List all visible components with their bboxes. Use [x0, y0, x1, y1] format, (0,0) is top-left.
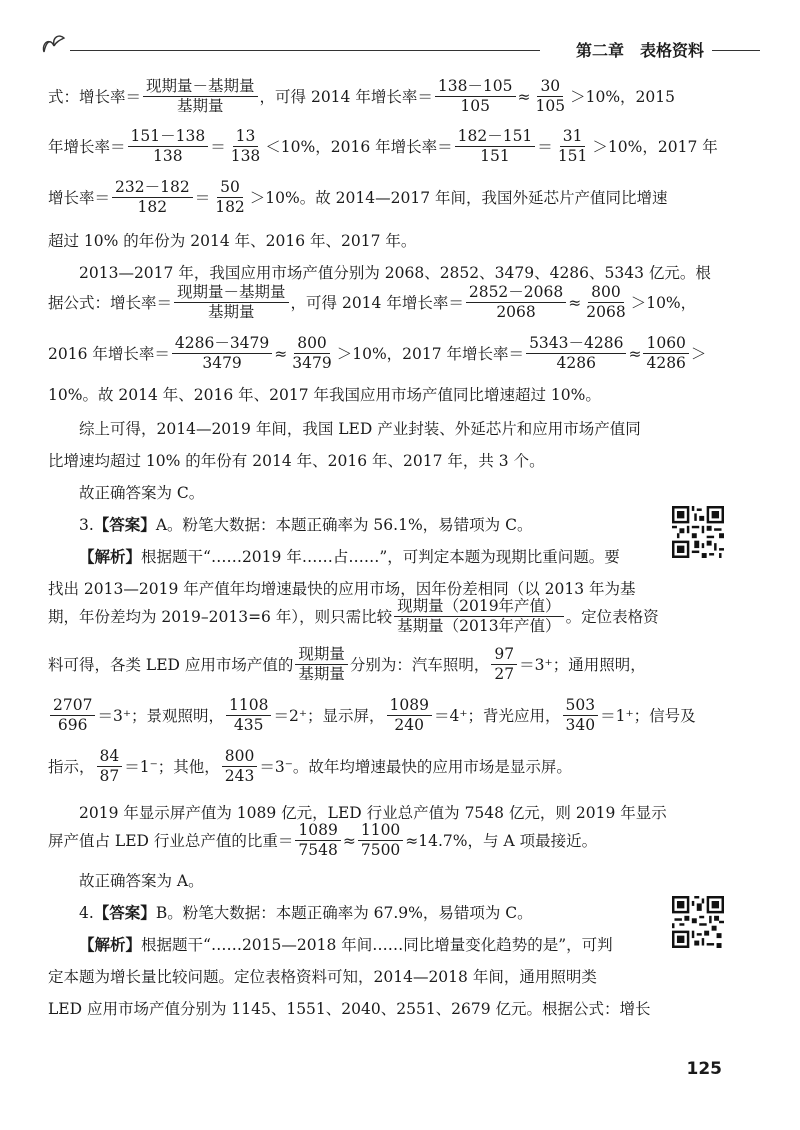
- text-run: 指示，: [48, 757, 95, 776]
- fraction: [526, 335, 626, 372]
- fraction: [228, 128, 264, 165]
- text-run: 2019 年显示屏产值为 1089 亿元，LED 行业总产值为 7548 亿元，则 2019 年显示: [79, 804, 667, 822]
- text-run: 800: [222, 748, 258, 767]
- text-run: ，可得 2014 年增长率＝: [290, 293, 464, 312]
- line-8: [48, 384, 601, 406]
- text-run: ＝2⁺；显示屏，: [273, 706, 385, 725]
- text-run: 138－105: [435, 78, 516, 97]
- fraction: [295, 646, 348, 683]
- header-rule: [70, 50, 540, 51]
- text-run: ＝3⁺；景观照明，: [97, 706, 224, 725]
- line-6: [48, 284, 696, 321]
- text-run: 2068: [586, 303, 626, 321]
- text-run: 定本题为增长量比较问题。定位表格资料可知，2014—2018 年间，通用照明类: [48, 968, 597, 986]
- text-run: 105: [460, 97, 490, 115]
- text-run: 屏产值占 LED 行业总产值的比重＝: [48, 831, 294, 850]
- text-run: A。粉笔大数据：本题正确率为 56.1%，易错项为 C。: [155, 516, 533, 534]
- text-run: 800: [294, 335, 330, 354]
- fraction: [112, 179, 193, 216]
- fraction: [455, 128, 536, 165]
- text-run: 故正确答案为 C。: [79, 484, 205, 502]
- text-run: ≈: [628, 344, 642, 363]
- text-run: 151－138: [128, 128, 209, 147]
- text-run: ＝: [194, 188, 211, 207]
- text-run: 84: [97, 748, 123, 767]
- text-run: 据公式：增长率＝: [48, 293, 173, 312]
- page-number: 125: [686, 1059, 722, 1079]
- line-9: [48, 418, 641, 440]
- fraction: [222, 748, 258, 785]
- fraction: [358, 822, 403, 859]
- text-run: 7548: [298, 841, 338, 859]
- fraction: [491, 646, 517, 683]
- text-run: 基期量: [177, 97, 224, 115]
- text-run: 10%。故 2014 年、2016 年、2017 年我国应用市场产值同比增速超过 10%。: [48, 386, 601, 404]
- text-run: ＝1⁺；信号及: [600, 706, 696, 725]
- text-run: 182－151: [455, 128, 536, 147]
- line-25: [48, 998, 651, 1020]
- running-header: [40, 30, 760, 60]
- text-run: ，可得 2014 年增长率＝: [259, 87, 433, 106]
- text-run: 2013—2017 年，我国应用市场产值分别为 2068、2852、3479、4286、5343 亿元。根: [79, 264, 711, 282]
- line-7: [48, 335, 706, 372]
- text-run: 基期量: [208, 303, 255, 321]
- text-run: 97: [491, 646, 517, 665]
- text-run: 期，年份差均为 2019–2013=6 年），则只需比较: [48, 607, 393, 626]
- text-run: 1100: [358, 822, 403, 841]
- text-run: 1060: [643, 335, 688, 354]
- text-run: 根据题干“……2019 年……占……”，可判定本题为现期比重问题。要: [141, 548, 620, 566]
- text-run: 【答案】: [93, 903, 156, 922]
- text-run: 2852－2068: [466, 284, 566, 303]
- text-run: 3.: [79, 516, 94, 534]
- text-run: 1089: [387, 697, 432, 716]
- text-run: 5343－4286: [526, 335, 626, 354]
- text-run: 4286－3479: [172, 335, 272, 354]
- fraction: [289, 335, 334, 372]
- text-run: 232－182: [112, 179, 193, 198]
- text-run: 1108: [226, 697, 271, 716]
- text-run: 435: [233, 716, 264, 734]
- text-run: 现期量: [295, 646, 348, 665]
- fraction: [466, 284, 566, 321]
- text-run: ＝1⁻；其他，: [124, 757, 220, 776]
- text-run: 2707: [50, 697, 95, 716]
- text-run: 151: [557, 147, 588, 165]
- text-run: 3479: [202, 354, 242, 372]
- text-run: 50: [217, 179, 243, 198]
- text-run: ＞10%，2017 年: [592, 137, 718, 156]
- fraction: [555, 128, 591, 165]
- answer-4: [48, 902, 533, 924]
- fraction: [226, 697, 271, 734]
- fraction: [128, 128, 209, 165]
- text-run: 基期量: [298, 665, 345, 683]
- text-run: ＝: [210, 137, 226, 156]
- text-run: ≈: [517, 87, 531, 106]
- text-run: 【解析】: [79, 547, 142, 566]
- qr-code-icon[interactable]: [672, 896, 724, 948]
- line-23: [48, 934, 613, 956]
- text-run: 。定位表格资: [565, 607, 659, 626]
- text-run: 30: [537, 78, 563, 97]
- text-run: 182: [137, 198, 168, 216]
- line-18: [48, 748, 572, 785]
- text-run: ＜10%，2016 年增长率＝: [265, 137, 453, 156]
- text-run: 找出 2013—2019 年产值年均增速最快的应用市场，因年份差相同（以 2013 年为基: [48, 580, 636, 598]
- line-21: [48, 870, 204, 892]
- text-run: 27: [494, 665, 515, 683]
- line-15: [48, 598, 659, 635]
- text-run: 4.: [79, 904, 94, 922]
- fraction: [394, 598, 563, 635]
- fraction: [533, 78, 569, 115]
- text-run: 超过 10% 的年份为 2014 年、2016 年、2017 年。: [48, 232, 417, 250]
- text-run: 2016 年增长率＝: [48, 344, 170, 363]
- text-run: ＝3⁺；通用照明，: [519, 655, 646, 674]
- text-run: 243: [224, 767, 255, 785]
- text-run: 【答案】: [93, 515, 156, 534]
- line-17: [48, 697, 696, 734]
- line-19: [48, 802, 667, 824]
- line-2: [48, 128, 718, 165]
- text-run: ＞: [690, 344, 707, 363]
- fraction: [435, 78, 516, 115]
- text-run: 138: [153, 147, 183, 165]
- line-10: [48, 450, 545, 472]
- text-run: 13: [233, 128, 259, 147]
- fraction: [50, 697, 95, 734]
- line-20: [48, 822, 597, 859]
- text-run: 4286: [556, 354, 596, 372]
- qr-code-icon[interactable]: [672, 506, 724, 558]
- line-3: [48, 179, 668, 216]
- text-run: 现期量－基期量: [143, 78, 258, 97]
- leaf-icon: [40, 32, 68, 54]
- line-16: [48, 646, 646, 683]
- text-run: ＞10%，: [630, 293, 697, 312]
- fraction: [563, 697, 599, 734]
- text-run: 2068: [496, 303, 536, 321]
- text-run: 87: [99, 767, 120, 785]
- fraction: [387, 697, 432, 734]
- text-run: 【解析】: [79, 935, 142, 954]
- line-4: [48, 230, 416, 252]
- line-13: [48, 546, 620, 568]
- text-run: ＞10%，2017 年增长率＝: [336, 344, 525, 363]
- fraction: [643, 335, 688, 372]
- text-run: 4286: [646, 354, 686, 372]
- text-run: B。粉笔大数据：本题正确率为 67.9%，易错项为 C。: [155, 904, 533, 922]
- text-run: ≈: [342, 831, 356, 850]
- fraction: [172, 335, 272, 372]
- text-run: ＝3⁻。故年均增速最快的应用市场是显示屏。: [259, 757, 572, 776]
- text-run: ≈14.7%，与 A 项最接近。: [405, 831, 598, 850]
- fraction: [583, 284, 628, 321]
- text-run: 138: [230, 147, 261, 165]
- fraction: [97, 748, 123, 785]
- text-run: 年增长率＝: [48, 137, 126, 156]
- line-11: [48, 482, 204, 504]
- text-run: 现期量－基期量: [174, 284, 289, 303]
- line-1: [48, 78, 675, 115]
- line-5: [48, 262, 711, 284]
- text-run: ≈: [274, 344, 288, 363]
- text-run: ≈: [568, 293, 582, 312]
- text-run: LED 应用市场产值分别为 1145、1551、2040、2551、2679 亿元。根据公式：增长: [48, 1000, 651, 1018]
- text-run: 现期量（2019年产值）: [394, 598, 563, 617]
- text-run: 分别为：汽车照明，: [349, 655, 490, 674]
- fraction: [143, 78, 258, 115]
- text-run: 105: [535, 97, 566, 115]
- text-run: 综上可得，2014—2019 年间，我国 LED 产业封装、外延芯片和应用市场产值同: [79, 420, 641, 438]
- answer-3: [48, 514, 532, 536]
- fraction: [212, 179, 248, 216]
- text-run: 比增速均超过 10% 的年份有 2014 年、2016 年、2017 年，共 3 个。: [48, 452, 545, 470]
- text-run: 7500: [360, 841, 401, 859]
- text-run: ＝: [537, 137, 553, 156]
- text-run: 503: [563, 697, 599, 716]
- text-run: 故正确答案为 A。: [79, 872, 204, 890]
- text-run: 增长率＝: [48, 188, 111, 207]
- text-run: 式：增长率＝: [48, 87, 142, 106]
- text-run: 182: [215, 198, 245, 216]
- text-run: 151: [480, 147, 510, 165]
- text-run: 1089: [295, 822, 340, 841]
- text-run: ＞10%。故 2014—2017 年间，我国外延芯片产值同比增速: [249, 188, 668, 207]
- text-run: 根据题干“……2015—2018 年间……同比增量变化趋势的是”，可判: [141, 936, 613, 954]
- line-24: [48, 966, 597, 988]
- fraction: [295, 822, 340, 859]
- header-rule-right: [712, 50, 760, 51]
- text-run: 料可得，各类 LED 应用市场产值的: [48, 655, 294, 674]
- fraction: [174, 284, 289, 321]
- text-run: 800: [588, 284, 624, 303]
- chapter-title: [560, 38, 704, 61]
- text-run: ＝4⁺；背光应用，: [433, 706, 561, 725]
- chapter-number: 第二章: [575, 41, 624, 60]
- section-title: 表格资料: [639, 41, 704, 60]
- text-run: ＞10%，2015: [570, 87, 676, 106]
- text-run: 696: [57, 716, 88, 734]
- text-run: 基期量（2013年产值）: [397, 617, 561, 635]
- text-run: 3479: [292, 354, 332, 372]
- text-run: 240: [394, 716, 425, 734]
- text-run: 340: [565, 716, 596, 734]
- text-run: 31: [560, 128, 586, 147]
